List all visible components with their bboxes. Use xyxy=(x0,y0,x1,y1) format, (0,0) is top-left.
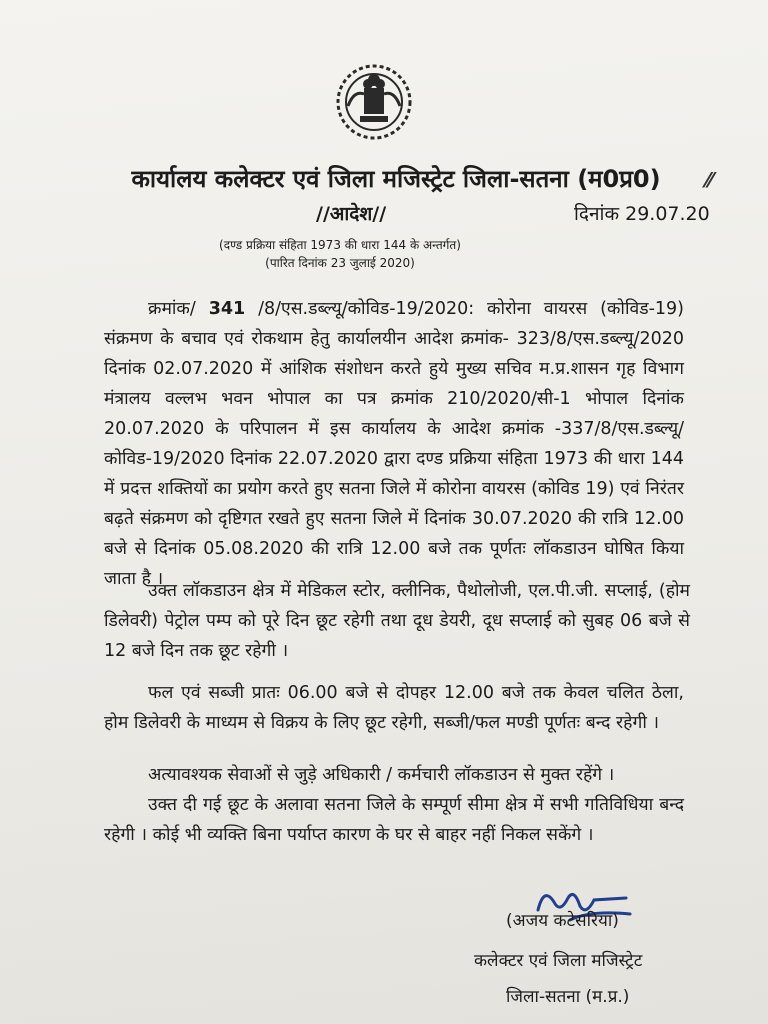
signatory-name: (अजय कटेसरिया) xyxy=(506,911,619,931)
paragraph-restrictions xyxy=(104,790,684,850)
order-label: //आदेश// xyxy=(316,203,387,225)
signatory-designation: कलेक्टर एवं जिला मजिस्ट्रेट xyxy=(474,951,643,971)
order-date: दिनांक 29.07.20 xyxy=(574,203,710,225)
restrictions-text: उक्त दी गई छूट के अलावा सतना जिले के सम्पूर्ण सीमा क्षेत्र में सभी गतिविधिया बन्द रहेगी । कोई भी व्यक्ति बिना पर्याप्त कारण के घर से बाहर नहीं निकल सकेंगे । xyxy=(104,795,684,845)
vegetables-text: फल एवं सब्जी प्रातः 06.00 बजे से दोपहर 12.00 बजे तक केवल चलित ठेला, होम डिलेवरी के माध्यम से विक्रय के लिए छूट रहेगी, सब्जी/फल मण्डी पूर्णतः बन्द रहेगी । xyxy=(104,683,684,733)
order-number: 341 xyxy=(208,299,246,319)
paragraph-vegetables xyxy=(104,678,684,738)
paragraph-essential-services xyxy=(104,760,684,790)
essential-services-text: अत्यावश्यक सेवाओं से जुड़े अधिकारी / कर्मचारी लॉकडाउन से मुक्त रहेंगे । xyxy=(148,765,615,785)
legal-section-note: (दण्ड प्रक्रिया संहिता 1973 की धारा 144 के अन्तर्गत) xyxy=(219,238,461,252)
paragraph-exemptions xyxy=(104,576,690,666)
office-title: कार्यालय कलेक्टर एवं जिला मजिस्ट्रेट जिला-सतना (म0प्र0) xyxy=(131,165,661,193)
order-text: /8/एस.डब्ल्यू/कोविड-19/2020: कोरोना वायरस (कोविड-19) संक्रमण के बचाव एवं रोकथाम हेतु कार्यालयीन आदेश क्रमांक- 323/8/एस.डब्ल्यू/2020 दिनांक 02.07.2020 में आंशिक संशोधन करते हुये मुख्य सचिव म.प्र.शासन गृह विभाग मंत्रालय वल्लभ भवन भोपाल का पत्र क्रमांक 210/2020/सी-1 भोपाल दिनांक 20.07.2020 के परिपालन में इस कार्यालय के आदेश क्रमांक -337/8/एस.डब्ल्यू/कोविड-19/2020 दिनांक 22.07.2020 द्वारा दण्ड प्रक्रिया संहिता 1973 की धारा 144 में प्रदत्त शक्तियों का प्रयोग करते हुए सतना जिले में कोरोना वायरस (कोविड 19) एवं निरंतर बढ़ते संक्रमण को दृष्टिगत रखते हुए सतना जिले में दिनांक 30.07.2020 की रात्रि 12.00 बजे से दिनांक 05.08.2020 की रात्रि 12.00 बजे तक पूर्णतः लॉकडाउन घोषित किया जाता है । xyxy=(104,299,684,589)
state-emblem-icon xyxy=(334,60,414,146)
order-ref-label: क्रमांक/ xyxy=(148,299,209,319)
paragraph-main-order xyxy=(104,294,684,594)
pen-mark: ⁄⁄ xyxy=(706,168,713,192)
signatory-place: जिला-सतना (म.प्र.) xyxy=(506,987,630,1007)
exemptions-text: उक्त लॉकडाउन क्षेत्र में मेडिकल स्टोर, क्लीनिक, पैथोलोजी, एल.पी.जी. सप्लाई, (होम डिलेवरी) पेट्रोल पम्प को पूरे दिन छूट रहेगी तथा दूध डेयरी, दूध सप्लाई को सुबह 06 बजे से 12 बजे दिन तक छूट रहेगी । xyxy=(104,581,690,661)
passed-date-note: (पारित दिनांक 23 जुलाई 2020) xyxy=(265,256,415,270)
